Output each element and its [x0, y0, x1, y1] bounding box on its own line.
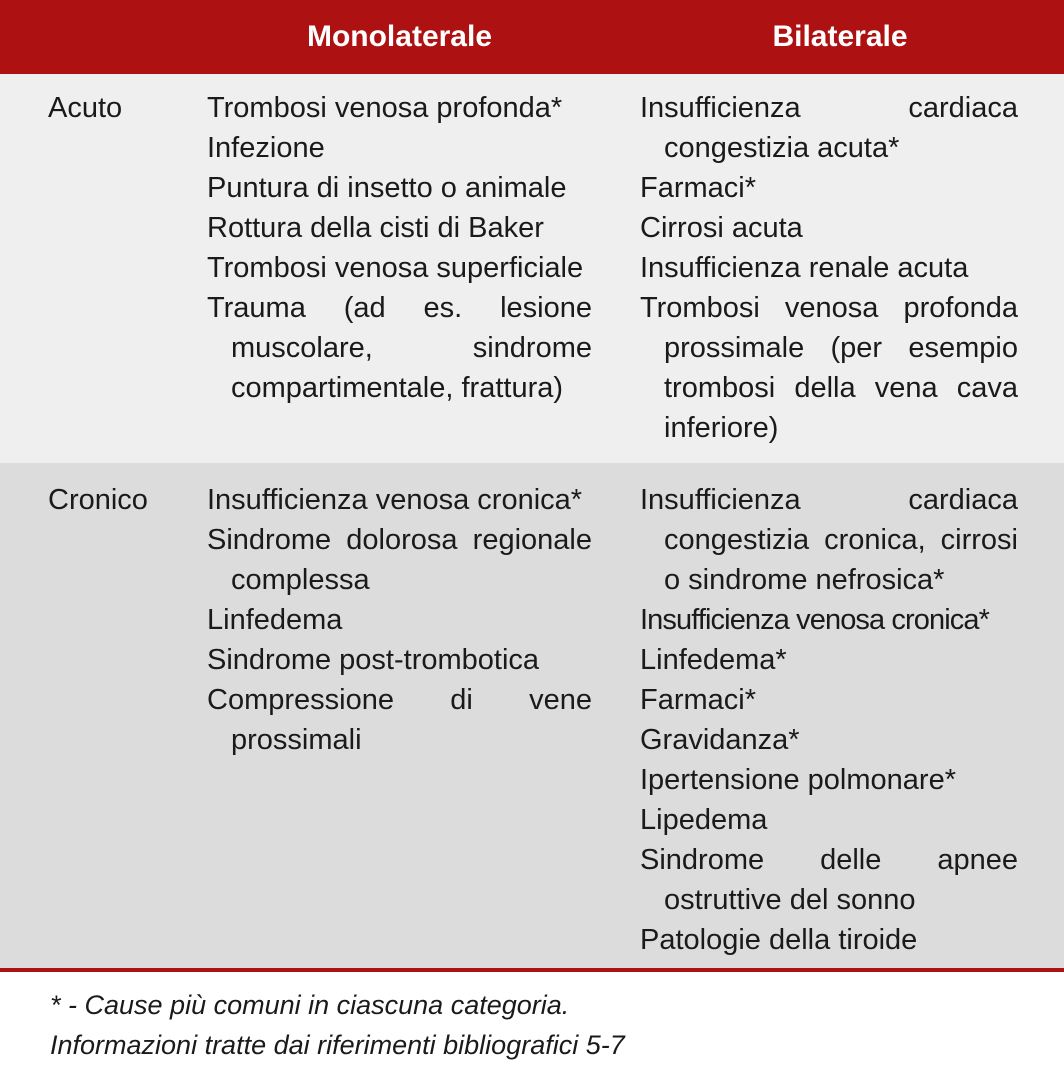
list-item: Patologie della tiroide — [640, 924, 918, 956]
list-item: Cirrosi acuta — [640, 212, 803, 244]
list-item: Ipertensione polmonare* — [640, 764, 956, 796]
list-item: Puntura di insetto o animale — [207, 172, 567, 204]
category-label: Cronico — [48, 484, 148, 516]
header-monolaterale: Monolaterale — [306, 20, 493, 53]
header-bilaterale: Bilaterale — [772, 20, 908, 53]
list-item: Farmaci* — [640, 684, 757, 716]
list-item: Rottura della cisti di Baker — [207, 212, 544, 244]
list-item: Compressione di vene prossimali — [207, 684, 592, 756]
monolaterale-cell — [207, 88, 592, 408]
list-item: Gravidanza* — [640, 724, 800, 756]
bilaterale-cell — [640, 480, 1018, 960]
list-item: Sindrome post-trombotica — [207, 644, 540, 676]
category-label: Acuto — [48, 92, 123, 124]
list-item: Trombosi venosa profonda prossimale (per esempio trombosi della vena cava inferiore) — [640, 292, 1018, 444]
list-item: Linfedema* — [640, 644, 787, 676]
list-item: Infezione — [207, 132, 325, 164]
list-item: Insufficienza cardiaca congestizia cronica, cirrosi o sindrome nefrosica* — [640, 484, 1018, 596]
table-row-acuto — [0, 74, 1064, 463]
list-item: Sindrome dolorosa regionale complessa — [207, 524, 592, 596]
table-row-cronico — [0, 463, 1064, 972]
table-header — [0, 0, 1064, 74]
list-item: Insufficienza venosa cronica* — [207, 484, 583, 516]
footnote-source: Informazioni tratte dai riferimenti bibliografici 5-7 — [50, 1030, 625, 1060]
bilaterale-cell — [640, 88, 1018, 448]
list-item: Farmaci* — [640, 172, 757, 204]
list-item: Insufficienza cardiaca congestizia acuta* — [640, 92, 1018, 164]
list-item: Insufficienza renale acuta — [640, 252, 969, 284]
list-item: Sindrome delle apnee ostruttive del sonno — [640, 844, 1018, 916]
list-item: Linfedema — [207, 604, 343, 636]
list-item: Trauma (ad es. lesione muscolare, sindrome compartimentale, frattura) — [207, 292, 592, 404]
list-item: Lipedema — [640, 804, 768, 836]
monolaterale-cell — [207, 480, 592, 760]
footnotes — [50, 985, 625, 1065]
list-item: Trombosi venosa superficiale — [207, 252, 584, 284]
list-item: Insufficienza venosa cronica* — [640, 604, 989, 636]
footnote-common-causes: * - Cause più comuni in ciascuna categoria. — [50, 990, 570, 1020]
list-item: Trombosi venosa profonda* — [207, 92, 563, 124]
